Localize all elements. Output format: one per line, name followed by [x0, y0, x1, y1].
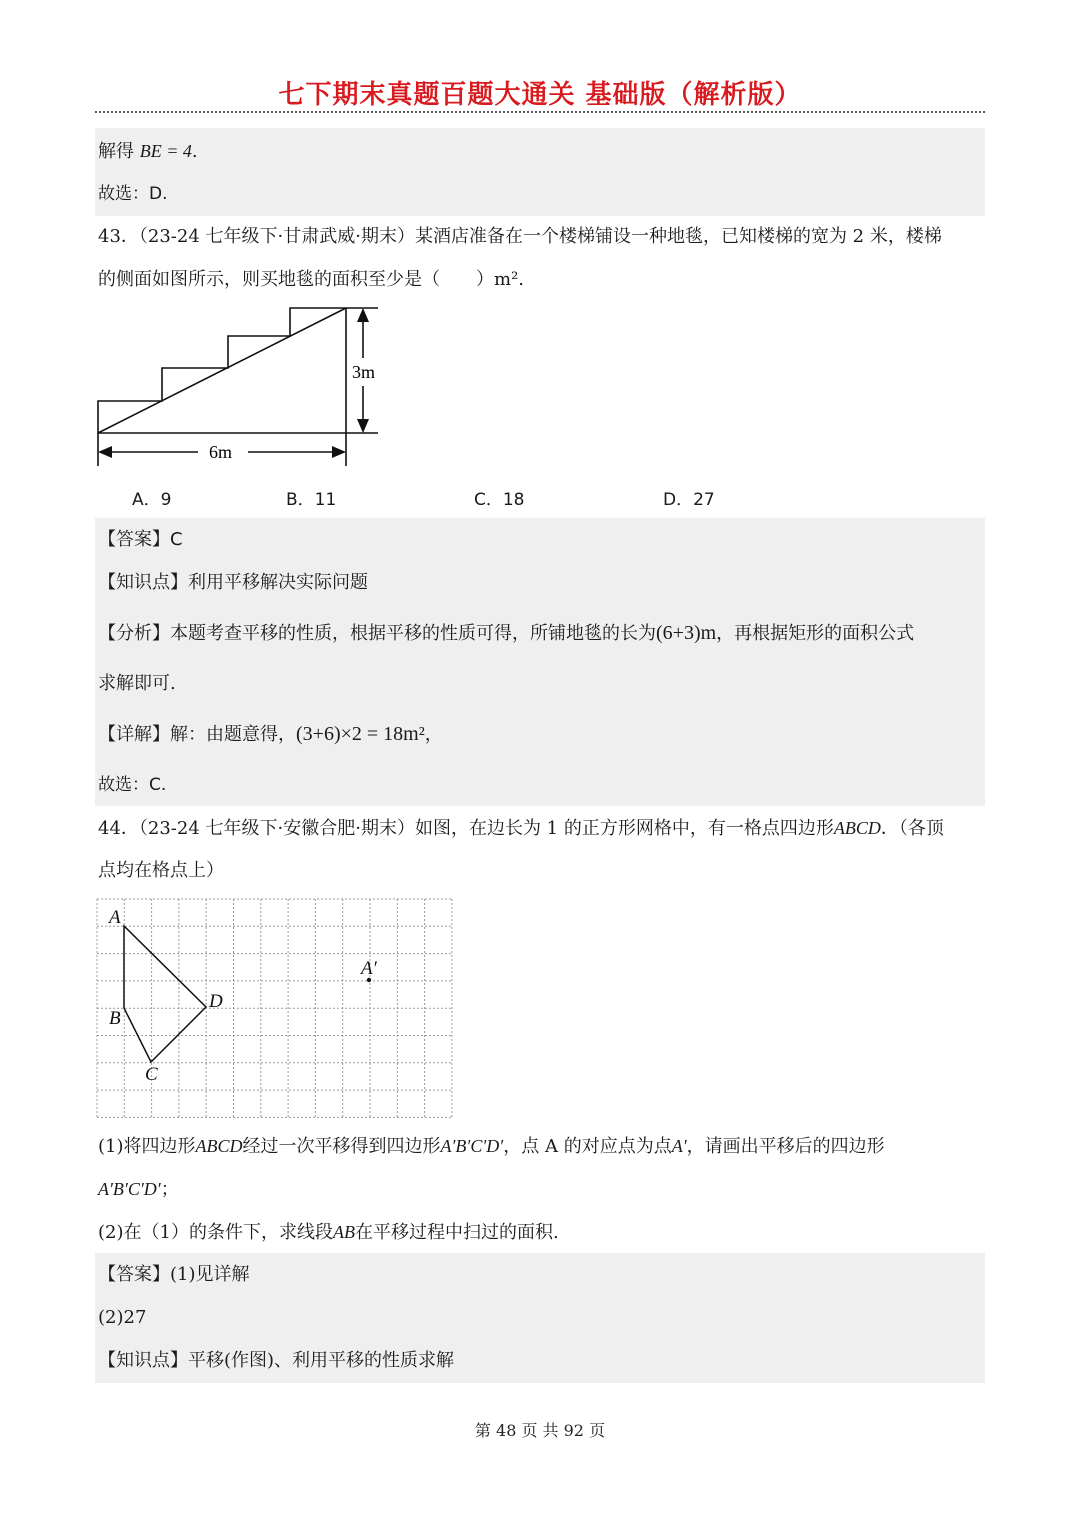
prev-line-2: 故选：D.: [98, 184, 168, 204]
q44-stem-line-1: 44．（23-24 七年级下·安徽合肥·期末）如图，在边长为 1 的正方形网格中，有一格点四边形ABCD．（各顶: [98, 818, 944, 839]
q43-stem-line-1: 43．（23-24 七年级下·甘肃武威·期末）某酒店准备在一个楼梯铺设一种地毯，已知楼梯的宽为 2 米，楼梯: [98, 226, 942, 247]
header-divider: [95, 111, 985, 113]
q43-choice-d: D．27: [663, 490, 715, 510]
q43-stem-line-2: 的侧面如图所示，则买地毯的面积至少是（ ）m².: [98, 269, 525, 290]
q44-answer-1: 【答案】(1)见详解: [98, 1264, 250, 1285]
height-label: 3m: [352, 362, 376, 382]
page-header-title: 七下期末真题百题大通关 基础版（解析版）: [278, 80, 802, 110]
q43-solution-block: [95, 518, 985, 806]
label-c: C: [145, 1064, 158, 1085]
q44-answer-2: (2)27: [98, 1307, 147, 1328]
width-label: 6m: [209, 442, 233, 462]
q43-choice-c: C．18: [474, 490, 525, 510]
grid-figure: [96, 898, 454, 1118]
label-a-prime: A′: [361, 958, 377, 979]
stair-hypotenuse: [98, 308, 346, 433]
stairs-figure: [90, 298, 390, 470]
q43-answer: 【答案】C: [98, 529, 183, 550]
q44-knowledge: 【知识点】平移(作图)、利用平移的性质求解: [98, 1350, 455, 1371]
q44-part2: (2)在（1）的条件下，求线段AB在平移过程中扫过的面积.: [98, 1222, 559, 1243]
label-d: D: [209, 991, 223, 1012]
q43-analysis-line-2: 求解即可.: [98, 673, 176, 694]
q44-stem-line-2: 点均在格点上）: [98, 860, 224, 881]
page-footer: 第 48 页 共 92 页: [474, 1421, 606, 1440]
prev-solution-block: [95, 128, 985, 216]
q43-knowledge: 【知识点】利用平移解决实际问题: [98, 572, 368, 593]
prev-line-1: 解得 BE = 4.: [98, 141, 198, 162]
q43-final: 故选：C.: [98, 775, 167, 795]
q43-choice-a: A．9: [132, 490, 172, 510]
label-b: B: [109, 1008, 121, 1029]
q43-choice-b: B．11: [286, 490, 337, 510]
q44-part1-line-1: (1)将四边形ABCD经过一次平移得到四边形A′B′C′D′，点 A 的对应点为点A′，请画出平移后的四边形: [98, 1136, 885, 1157]
label-a: A: [109, 907, 121, 928]
q43-detail: 【详解】解：由题意得，(3+6)×2 = 18m²，: [98, 723, 443, 745]
q44-part1-line-2: A′B′C′D′；: [98, 1179, 179, 1200]
q43-analysis-line-1: 【分析】本题考查平移的性质，根据平移的性质可得，所铺地毯的长为(6+3)m，再根据矩形的面积公式: [98, 622, 915, 644]
quadrilateral-abcd: [124, 926, 206, 1062]
